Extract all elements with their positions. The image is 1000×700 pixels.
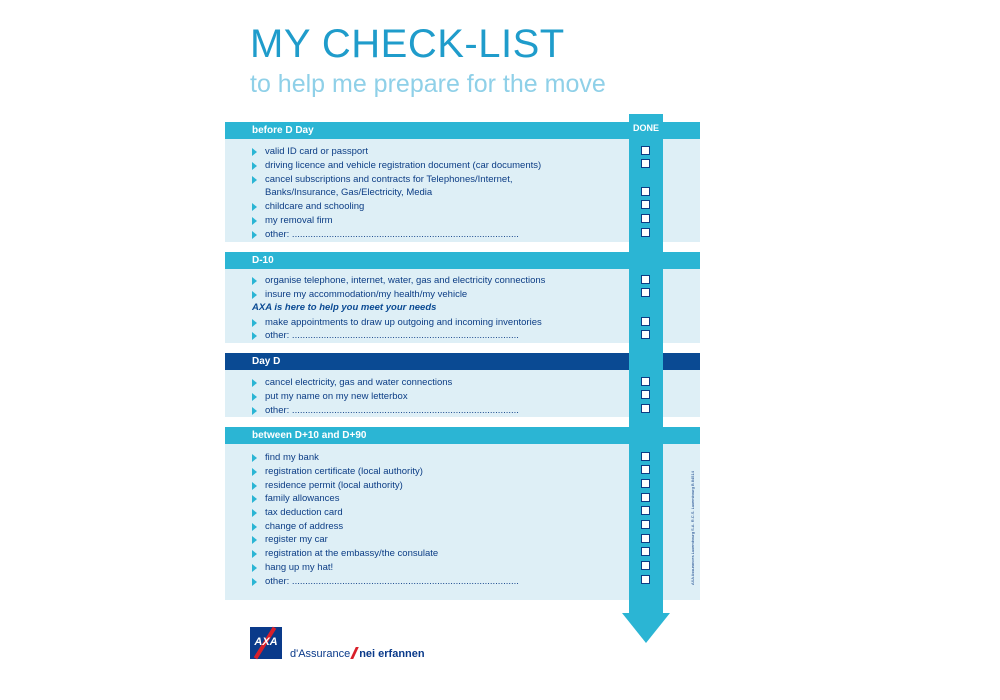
bullet-arrow-icon bbox=[252, 536, 257, 544]
checkbox[interactable] bbox=[641, 187, 650, 196]
bullet-arrow-icon bbox=[252, 203, 257, 211]
bullet-arrow-icon bbox=[252, 578, 257, 586]
bullet-arrow-icon bbox=[252, 523, 257, 531]
bullet-arrow-icon bbox=[252, 176, 257, 184]
checkbox[interactable] bbox=[641, 479, 650, 488]
checkbox[interactable] bbox=[641, 390, 650, 399]
checkbox[interactable] bbox=[641, 377, 650, 386]
bullet-arrow-icon bbox=[252, 291, 257, 299]
checkbox[interactable] bbox=[641, 493, 650, 502]
bullet-arrow-icon bbox=[252, 509, 257, 517]
logo-text: AXA bbox=[254, 636, 278, 648]
bullet-arrow-icon bbox=[252, 217, 257, 225]
bullet-arrow-icon bbox=[252, 482, 257, 490]
list-item: put my name on my new letterbox bbox=[265, 391, 408, 402]
list-item: tax deduction card bbox=[265, 507, 343, 518]
list-item: registration at the embassy/the consulate bbox=[265, 548, 439, 559]
bullet-arrow-icon bbox=[252, 550, 257, 558]
bullet-arrow-icon bbox=[252, 393, 257, 401]
checkbox[interactable] bbox=[641, 228, 650, 237]
bullet-arrow-icon bbox=[252, 162, 257, 170]
checkbox[interactable] bbox=[641, 547, 650, 556]
checkbox[interactable] bbox=[641, 506, 650, 515]
list-item: make appointments to draw up outgoing and incoming inventories bbox=[265, 317, 542, 328]
list-item: valid ID card or passport bbox=[265, 146, 368, 157]
slogan-part1: d'Assurance bbox=[290, 648, 351, 660]
bullet-arrow-icon bbox=[252, 495, 257, 503]
list-item: cancel subscriptions and contracts for Telephones/Internet, bbox=[265, 174, 513, 185]
checkbox[interactable] bbox=[641, 330, 650, 339]
bullet-arrow-icon bbox=[252, 332, 257, 340]
list-item-continued: Banks/Insurance, Gas/Electricity, Media bbox=[265, 187, 433, 198]
checkbox[interactable] bbox=[641, 465, 650, 474]
list-item: registration certificate (local authority) bbox=[265, 466, 423, 477]
slash-icon bbox=[350, 647, 359, 659]
list-item-other: other: ...................................................................................... bbox=[265, 330, 519, 341]
section-header-before-d-day: before D Day bbox=[225, 122, 700, 139]
done-column-label: DONE bbox=[632, 123, 659, 133]
checkbox[interactable] bbox=[641, 275, 650, 284]
checkbox[interactable] bbox=[641, 452, 650, 461]
checkbox[interactable] bbox=[641, 288, 650, 297]
page-title: MY CHECK-LIST bbox=[250, 22, 565, 66]
done-arrow-icon bbox=[622, 613, 670, 643]
list-item-other: other: ...................................................................................... bbox=[265, 405, 519, 416]
axa-note: AXA is here to help you meet your needs bbox=[252, 302, 437, 313]
list-item: family allowances bbox=[265, 493, 340, 504]
list-item: insure my accommodation/my health/my vehicle bbox=[265, 289, 468, 300]
bullet-arrow-icon bbox=[252, 564, 257, 572]
bullet-arrow-icon bbox=[252, 468, 257, 476]
checkbox[interactable] bbox=[641, 575, 650, 584]
list-item: find my bank bbox=[265, 452, 319, 463]
list-item: hang up my hat! bbox=[265, 562, 334, 573]
list-item-other: other: ...................................................................................... bbox=[265, 229, 519, 240]
list-item: residence permit (local authority) bbox=[265, 480, 403, 491]
bullet-arrow-icon bbox=[252, 407, 257, 415]
checkbox[interactable] bbox=[641, 404, 650, 413]
checkbox[interactable] bbox=[641, 159, 650, 168]
checkbox[interactable] bbox=[641, 200, 650, 209]
axa-logo bbox=[250, 627, 282, 659]
list-item: driving licence and vehicle registration document (car documents) bbox=[265, 160, 542, 171]
bullet-arrow-icon bbox=[252, 231, 257, 239]
page-subtitle: to help me prepare for the move bbox=[250, 70, 606, 98]
section-header-d10-d90: between D+10 and D+90 bbox=[225, 427, 700, 444]
list-item: register my car bbox=[265, 534, 328, 545]
section-header-d-10: D-10 bbox=[225, 252, 700, 269]
bullet-arrow-icon bbox=[252, 454, 257, 462]
slogan bbox=[290, 647, 425, 660]
checkbox[interactable] bbox=[641, 146, 650, 155]
checkbox[interactable] bbox=[641, 214, 650, 223]
list-item: childcare and schooling bbox=[265, 201, 365, 212]
checkbox[interactable] bbox=[641, 561, 650, 570]
bullet-arrow-icon bbox=[252, 379, 257, 387]
checkbox[interactable] bbox=[641, 534, 650, 543]
legal-note: AXA Assurances Luxembourg S.A. R.C.S. Luxembourg B 84514 bbox=[690, 471, 695, 585]
list-item-other: other: ...................................................................................... bbox=[265, 576, 519, 587]
list-item: organise telephone, internet, water, gas and electricity connections bbox=[265, 275, 546, 286]
slogan-part2: nei erfannen bbox=[359, 648, 425, 660]
section-header-day-d: Day D bbox=[225, 353, 700, 370]
checkbox[interactable] bbox=[641, 317, 650, 326]
bullet-arrow-icon bbox=[252, 277, 257, 285]
list-item: cancel electricity, gas and water connections bbox=[265, 377, 453, 388]
list-item: my removal firm bbox=[265, 215, 333, 226]
bullet-arrow-icon bbox=[252, 319, 257, 327]
list-item: change of address bbox=[265, 521, 344, 532]
checkbox[interactable] bbox=[641, 520, 650, 529]
bullet-arrow-icon bbox=[252, 148, 257, 156]
